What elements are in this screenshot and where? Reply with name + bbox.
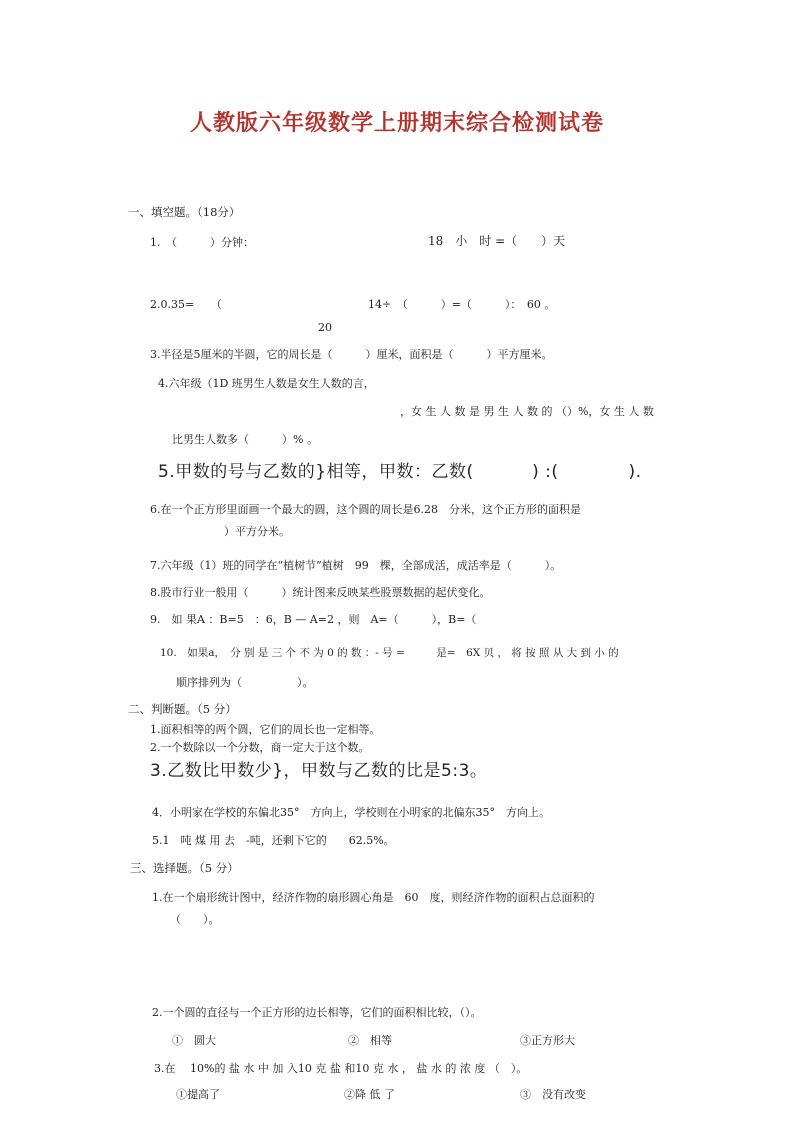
- s1-q10-line-1: 10. 如果a， 分 别 是 三 个 不 为 0 的 数 ：- 号 = 是= 6X 贝 ， 将 按 照 从 大 到 小 的: [160, 647, 619, 659]
- section-3-heading: 三、选择题。（5 分）: [130, 861, 239, 875]
- page-title: 人教版六年级数学上册期末综合检测试卷: [189, 110, 604, 136]
- s3-q2: 2.一个圆的直径与一个正方形的边长相等，它们的面积相比较，（）。: [152, 1006, 482, 1019]
- s1-q2-denominator: 20: [318, 321, 332, 334]
- s1-q1-part-b: 18 小 时 =（ ）天: [428, 234, 566, 248]
- s2-q2: 2.一个数除以一个分数，商一定大于这个数。: [150, 741, 370, 754]
- s1-q9: 9. 如 果A ：B=5 ：6，B — A=2 ，则 A=（ ），B=（: [150, 613, 477, 626]
- s2-q5: 5.1 吨 煤 用 去 -吨，还剩下它的 62.5%。: [152, 834, 395, 847]
- s3-q3: 3.在 10%的 盐 水 中 加 入10 克 盐 和10 克 水 ， 盐 水 的 浓 度 （ ）。: [154, 1062, 528, 1075]
- s1-q4-line-3: 比男生人数多（ ）% 。: [172, 433, 318, 446]
- s3-q1-line-1: 1.在一个扇形统计图中，经济作物的扇形圆心角是 60 度，则经济作物的面积占总面积的: [152, 891, 595, 904]
- s1-q2-part-a: 2.0.35= （: [150, 298, 222, 311]
- s3-q3-option-2: ②降 低 了: [344, 1088, 395, 1101]
- s3-q1-line-2: （ ）。: [170, 913, 220, 926]
- section-1-heading: 一、填空题。（18分）: [128, 205, 241, 219]
- s1-q10-line-2: 顺序排列为（ ）。: [176, 676, 314, 689]
- s1-q4-line-2: ，女 生 人 数 是 男 生 人 数 的 （）%，女 生 人 数: [400, 405, 654, 418]
- s3-q3-option-1: ①提高了: [176, 1088, 220, 1101]
- s3-q2-option-1: ① 圆大: [172, 1034, 216, 1047]
- s1-q3: 3.半径是5厘米的半圆，它的周长是（ ）厘米，面积是（ ）平方厘米。: [150, 348, 553, 361]
- s3-q2-option-2: ② 相等: [348, 1034, 392, 1047]
- s2-q1: 1.面积相等的两个圆，它们的周长也一定相等。: [150, 723, 381, 736]
- s1-q8: 8.股市行业一般用（ ）统计图来反映某些股票数据的起伏变化。: [150, 586, 491, 599]
- s1-q4-line-1: 4.六年级（1D 班男生人数是女生人数的言，: [158, 377, 375, 390]
- s1-q6-line-1: 6.在一个正方形里面画一个最大的圆，这个圆的周长是6.28 分米，这个正方形的面积是: [150, 503, 581, 516]
- s1-q7: 7.六年级（1）班的同学在“植树节”植树 99 棵，全部成活，成活率是（ ）。: [150, 559, 562, 572]
- s3-q3-option-3: ③ 没有改变: [520, 1088, 586, 1101]
- s1-q5: 5.甲数的号与乙数的}相等，甲数：乙数( ) :( ).: [158, 462, 642, 482]
- section-2-heading: 二、判断题。（5 分）: [128, 702, 237, 716]
- s1-q1-part-a: 1. （ ）分钟：: [150, 236, 254, 249]
- s3-q2-option-3: ③正方形大: [520, 1034, 575, 1047]
- s2-q4: 4．小明家在学校的东偏北35° 方向上，学校则在小明家的北偏东35° 方向上。: [152, 806, 550, 819]
- s1-q2-part-b: 14÷ （ ）=（ ）： 60 。: [368, 298, 556, 311]
- s1-q6-line-2: ）平方分米。: [224, 525, 290, 538]
- s2-q3: 3.乙数比甲数少}，甲数与乙数的比是5:3。: [150, 761, 488, 781]
